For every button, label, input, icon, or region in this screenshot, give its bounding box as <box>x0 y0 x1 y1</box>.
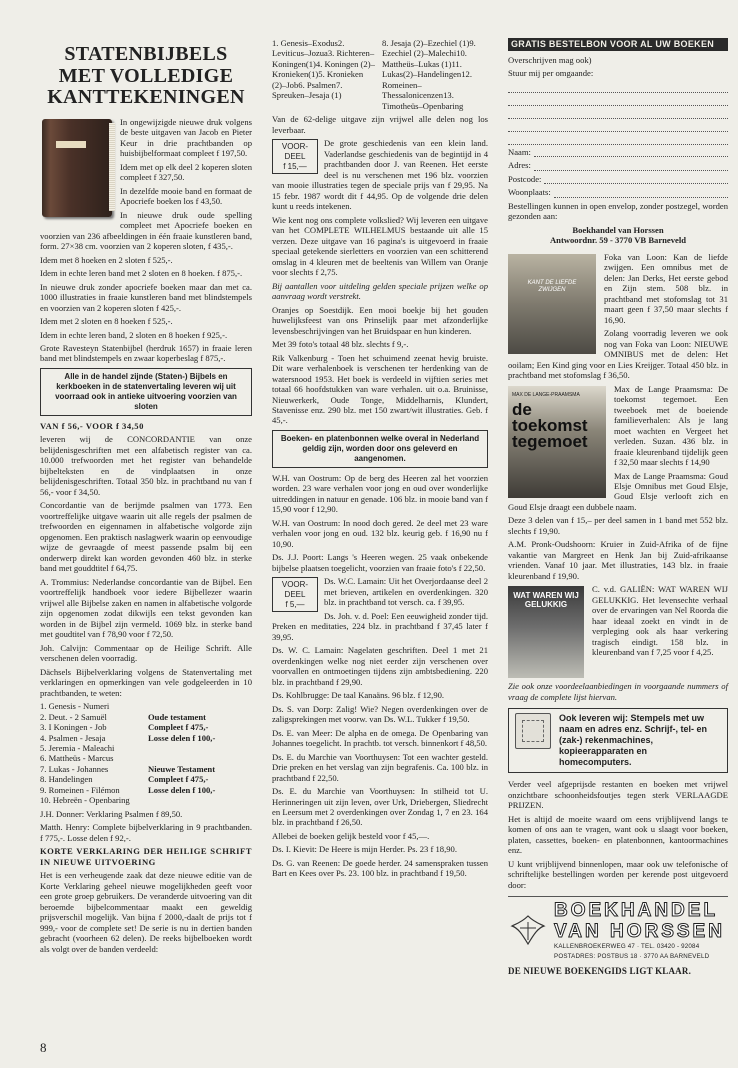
list-item: Compleet f 475,- <box>148 774 209 785</box>
intro-text-3: In dezelfde mooie band en formaat de Apocriefe boeken los f 43,50. <box>120 185 252 207</box>
dachsels-list-right <box>148 701 252 806</box>
list-item: 3. I Koningen - Job <box>40 722 107 733</box>
foka-text: Foka van Loon: Kan de liefde zwijgen. Een omnibus met de delen: Jan Derks, Het eerste gebod en Zijn stem. 508 blz. in prachtband met stofomslag tot 31 maart geen f 37,50 maar slechts f 16,90. <box>604 251 728 325</box>
korte-books-list <box>272 38 488 111</box>
list-item <box>148 753 252 763</box>
list-item: 7. Spreuken–Jesaja (1) <box>272 79 343 101</box>
order-item-line-1[interactable] <box>508 82 728 93</box>
voordeel-badge-2 <box>272 577 318 612</box>
list-item: 9. Ezechiel (2)–Malechi <box>382 38 476 59</box>
voordeel-badge-1 <box>272 139 318 174</box>
lamain-text-1: Ds. W.C. Lamain: Uit het Overjordaanse deel 2 met brieven, artikelen en overdenkingen. 320 blz. in prachtband tot versch. ca. f 39,95. <box>324 576 488 608</box>
aantallen-text: Bij aantallen voor uitdeling gelden speciale prijzen welke op aanvraag wordt verstrekt. <box>272 280 488 302</box>
oranjes-text: Oranjes op Soestdijk. Een mooi boekje bij het gouden huwelijksfeest van ons Prinselijk paar met afzonderlijke levensbeschrijvingen van het Bruidspaar en hun kinderen. <box>272 304 488 336</box>
list-item: 5. Kronieken (2)–Job <box>272 69 364 90</box>
page-title: STATENBIJBELS MET VOLLEDIGE KANTTEKENINGEN <box>47 43 245 109</box>
stamp-ad-box <box>508 708 728 773</box>
kohlbrugge-text: Ds. Kohlbrugge: De taal Kanaäns. 96 blz. f 12,90. <box>272 690 445 701</box>
stamp-icon <box>515 713 551 749</box>
store-logo <box>508 896 728 960</box>
list-item: 8. Handelingen <box>40 774 93 785</box>
list-item: 12. Romeinen–Thessalonicenzen <box>382 69 472 101</box>
naam-label: Naam: <box>508 146 531 157</box>
dachsels-list-left <box>40 701 144 806</box>
store-address-2: POSTADRES: POSTBUS 18 · 3770 AA BARNEVELD <box>554 952 710 960</box>
list-item: 1. Genesis - Numeri <box>40 701 110 712</box>
wilhelmus-text: Wie kent nog ons complete volkslied? Wij leveren een uitgave van het COMPLETE WILHELMUS bestaande uit alle 15 verzen. Deze uitgave van 16 pagina's is uitgevoerd in fraaie speciaal getekende sierletters en voorzien van een schitterend omslag in 4 kleuren met de beeltenis van Willem van Oranje voor slechts f 2,75. <box>272 214 488 278</box>
van62-text: Van de 62-delige uitgave zijn vrijwel alle delen nog los leverbaar. <box>272 114 488 135</box>
oostrum-text-1: W.H. van Oostrum: Op de berg des Heeren zal het voorzien worden. 23 ware verhalen voor jong en oud over wonderlijke uitreddingen in natuur en genade. 106 blz. in mooie band van f 15,90 voor f 12,90. <box>272 472 488 515</box>
list-item <box>463 101 465 111</box>
voordeel-badge-1-line3: f 15,— <box>283 161 307 171</box>
kunt-text: U kunt vrijblijvend binnenlopen, maar ook uw telefonische of schriftelijke bestellingen worden per kerende post uitgevoerd door: <box>508 858 728 890</box>
order-item-line-4[interactable] <box>508 121 728 132</box>
page-number: 8 <box>40 1040 47 1055</box>
adres-line[interactable] <box>534 161 728 171</box>
concordantie-text: leveren wij de CONCORDANTIE van onze belijdenisgeschriften met een alfabetisch register van ca. 10.000 trefwoorden met het register van behandelde bijbelteksten en de vindplaatsen in onze belijdenisgeschriften. Totaal 350 blz. in prachtband nu van f 56,- voor f 34,50. <box>40 434 252 497</box>
store-logo-line2: VAN HORSSEN <box>554 921 725 942</box>
toekomst-cover-image <box>508 386 606 498</box>
list-item: 2. Deut. - 2 Samuël <box>40 711 107 722</box>
list-item: 4. Koningen (2)–Kronieken(1) <box>272 58 375 80</box>
list-item <box>148 701 252 711</box>
column-right <box>508 38 728 977</box>
stamp-ad-text: Ook leveren wij: Stempels met uw naam en adres enz. Schrijf-, tel- en (zak-) rekenmachines, kopieerapparaten en homecomputers. <box>559 713 708 768</box>
vandorp-text: Ds. S. van Dorp: Zalig! Wie? Negen overdenkingen over de zaligsprekingen met voorw. van Ds. W.L. Tukker f 19,50. <box>272 703 488 725</box>
store-logo-line1: BOEKHANDEL <box>554 900 719 921</box>
bibles-notice-box: Alle in de handel zijnde (Staten-) Bijbels en kerkboeken in de statenvertaling leveren wij uit voorraad ook in antieke uitvoering voorzien van sloten <box>40 368 252 416</box>
max-text-2: Max de Lange Praamsma: Goud Elsje Omnibus met Goud Elsje, Goud Elsje verlooft zich en Goud Elsje draagt een dubbele naam. <box>508 470 728 512</box>
poel-text: Ds. Joh. v. d. Poel: Een eeuwigheid zonder tijd. Preken en meditaties, 224 blz. in prachtband f 37,45 later f 39,95. <box>272 610 488 642</box>
korte-heading: KORTE VERKLARING DER HEILIGE SCHRIFT IN NIEUWE UITVOERING <box>40 846 252 867</box>
order-item-line-3[interactable] <box>508 108 728 119</box>
marchie-text-1: Ds. E. du Marchie van Voorthuysen: Tot een wachter gesteld. Drie preken en het verslag van zijn begrafenis. Ca. 100 blz. in prachtband f 22,50. <box>272 751 488 783</box>
list-item: 13. Timotheüs–Openbaring <box>382 90 464 111</box>
allebei-text: Allebei de boeken gelijk besteld voor f 45,—. <box>272 830 430 841</box>
dachsels-list <box>40 701 252 806</box>
korte-text: Het is een verheugende zaak dat deze nieuwe editie van de Korte Verklaring geheel nieuwe mogelijkheden geeft voor een grote groep gebruikers. De veranderde uitvoering van dit beroemde bijbelcommentaar maakt een geweldig prijsverschil mogelijk. Van bijna f 2000,-daalt de prijs tot f 999,- voor de complete set! De serie is nu in dertien banden gebracht (voorheen 62 delen). De reeks bijbelboeken wordt als volgt over de banden verdeeld: <box>40 870 252 954</box>
naam-field[interactable] <box>508 147 728 157</box>
marchie-text-2: Ds. E. du Marchie van Voorthuysen: In stilheid tot U. Herinneringen uit zijn leven, over Urk, Driebergen, Sliedrecht en Leersum met 2 overdenkingen over Zondag 1, 7 en 23. 164 blz. in prachtband f 26,50. <box>272 786 488 828</box>
lamain-text-2: Ds. W. C. Lamain: Nagelaten geschriften. Deel 1 met 21 overdenkingen welke nog niet eerder zijn verschenen over voorvallen en ontmoetingen tijdens zijn ambtsbediening. 220 blz. in prachtband f 29,90. <box>272 645 488 687</box>
address-line-1: Boekhandel van Horssen <box>572 224 664 235</box>
order-item-line-5[interactable] <box>508 134 728 145</box>
list-item: 2. Leviticus–Jozua <box>272 38 345 59</box>
toekomst-cover-title: de toekomst tegemoet <box>512 399 588 451</box>
postcode-label: Postcode: <box>508 173 542 184</box>
intro-text-2: Idem met op elk deel 2 koperen sloten compleet f 327,50. <box>120 161 252 183</box>
zolang-text: Zolang voorradig leveren we ook nog van Foka van Loon: NIEUWE OMNIBUS met de delen: Het ooilam; Een Kind ging voor en Lies Kreijger. Totaal 450 blz. in prachtband met stofomslag f 36,50. <box>508 328 728 381</box>
list-item: 8. Jesaja (2)–Ezechiel (1) <box>382 38 470 48</box>
calvijn-text: Joh. Calvijn: Commentaar op de Heilige Schrift. Alle verschenen delen voorradig. <box>40 642 252 664</box>
oranjes-text-2: Met 39 foto's totaal 48 blz. slechts f 9,-. <box>272 339 409 350</box>
idem-3: Idem met 2 sloten en 8 hoeken f 525,-. <box>40 316 173 327</box>
column-left <box>40 38 252 957</box>
idem-2: Idem in echte leren band met 2 sloten en 8 hoeken. f 875,-. <box>40 268 243 279</box>
voordeel-badge-2-line2: DEEL <box>284 589 306 599</box>
bible-book-image <box>42 119 112 217</box>
pronk-text: A.M. Pronk-Oudshoorn: Kruier in Zuid-Afrika of de fijne vakantie van Margreet en Henk Jan bij Zuid-afrikaanse vrienden. Vanaf 10 jaar. Met illustraties, 143 blz. in fraaie kleurenband f 19,90. <box>508 539 728 581</box>
order-line-1: Overschrijven mag ook) <box>508 54 592 65</box>
list-item: 6. Psalmen <box>298 79 336 90</box>
order-form-heading: GRATIS BESTELBON VOOR AL UW BOEKEN <box>508 38 728 51</box>
list-item: Nieuwe Testament <box>148 763 216 774</box>
trommius-text: A. Trommius: Nederlandse concordantie van de Bijbel. Een voortreffelijk handboek voor iedere Bijbellezer waarin vrijwel alle Bijbelse zaken en namen in alfabetische volgorde zijn opgenomen zodat dikwijls een tekst gevonden kan worden in de Bijbel zijn vermeld. 1069 blz. in sterke band met goudtitel van f 78,90 voor f 72,50. <box>40 576 252 640</box>
voordeel-badge-1-line2: DEEL <box>284 151 306 161</box>
zie-text: Zie ook onze voordeelaanbiedingen in voorgaande nummers of vraag de complete lijst hiervan. <box>508 681 728 702</box>
voordeel-badge-1-line1: VOOR- <box>281 142 309 152</box>
idem-1: Idem met 8 hoeken en 2 sloten f 525,-. <box>40 254 173 265</box>
list-item: Compleet f 475,- <box>148 722 209 733</box>
naam-line[interactable] <box>534 147 728 157</box>
oostrum-text-2: W.H. van Oostrum: In nood doch gered. 2e deel met 23 ware verhalen voor jong en oud. 132 blz. keurig geb. f 16,90 nu f 10,90. <box>272 517 488 549</box>
foka-cover-image <box>508 254 596 354</box>
galien-cover-image <box>508 586 584 678</box>
valkenburg-text: Rik Valkenburg - Toen het schuimend zeenat hevig bruiste. Dit ware verhalenboek is verschenen ter herdenking van de watersnood 1953. Het boek is verdeeld in vijftien series met totaal 66 hoofdstukken van ware verhalen. uit o.a. Bruinisse, Nieuwerkerk, Oude Tonge, Middelharnis, Klundert, Stavenisse enz. 290 blz. met 150 zwart/wit illustraties. Geb. f 45,-. <box>272 352 488 426</box>
woonplaats-label: Woonplaats: <box>508 187 551 198</box>
verder-text: Verder veel afgeprijsde restanten en boeken met vrijwel onzichtbare schoonheidsfoutjes tegen sterk VERLAAGDE PRIJZEN. <box>508 779 728 811</box>
order-line-2: Stuur mij per omgaande: <box>508 68 594 79</box>
list-item: 5. Jeremia - Maleachi <box>40 743 115 753</box>
list-item: 7. Lukas - Johannes <box>40 763 109 774</box>
bonnen-notice-box: Boeken- en platenbonnen welke overal in Nederland geldig zijn, worden door ons geleverd en aangenomen. <box>272 430 488 468</box>
galien-cover-title: WAT WAREN WIJ GELUKKIG <box>513 591 579 609</box>
store-emblem-icon <box>508 914 548 948</box>
intro-text-4: In nieuwe druk oude spelling compleet met Apocriefe boeken en voorzien van 236 afbeeldingen in één fraaie kunstleren band, form. 27×38 cm. voorzien van 2 koperen sloten, f 435,-. <box>40 209 252 252</box>
ravesteyn-text: Grote Ravesteyn Statenbijbel (herdruk 1657) in fraaie leren band met blindstempels en zwaar koperbeslag f 875,-. <box>40 342 252 364</box>
list-item: 10. Hebreën - Openbaring <box>40 795 130 806</box>
price-head: VAN f 56,- VOOR f 34,50 <box>40 420 144 431</box>
bookguide-footer: DE NIEUWE BOEKENGIDS LIGT KLAAR. <box>508 966 692 977</box>
order-item-line-2[interactable] <box>508 95 728 106</box>
list-item: 11. Lukas(2)–Handelingen <box>382 58 462 80</box>
woonplaats-field[interactable] <box>508 187 728 197</box>
bestel-instructions: Bestellingen kunnen in open envelop, zonder postzegel, worden gezonden aan: <box>508 200 728 222</box>
poort-text: Ds. J.J. Poort: Langs 's Heeren wegen. 25 vaak onbekende bijbelse plaatsen toegelicht, voorzien van fraaie foto's f 22,50. <box>272 552 488 573</box>
column-middle <box>272 38 488 882</box>
voordeel-badge-2-line3: f 5,— <box>285 599 305 609</box>
store-address-1: KALLENBROEKERWEG 47 · TEL. 03420 - 92084 <box>554 943 700 950</box>
list-item: 1. Genesis–Exodus <box>272 38 338 48</box>
list-item: 6. Mattheüs - Marcus <box>40 753 114 764</box>
geschiedenis-text: De grote geschiedenis van een klein land. Vaderlandse geschiedenis van de begintijd in 4 prachtbanden door J. van Reenen. Het eerste deel is nu verschenen met 196 blz. voorzien van mooie illustraties tegen de speciale prijs van f 29,95. Na 15 febr. 1987 wordt dit f 44,95. Op de volgende drie delen kunt u reeds intekenen. <box>272 138 488 212</box>
donner-text: J.H. Donner: Verklaring Psalmen f 89,50. <box>40 808 183 819</box>
book-label <box>56 141 86 148</box>
galien-text: C. v.d. GALIËN: WAT WAREN WIJ GELUKKIG. Het levensechte verhaal over de ervaringen van Nel Roorda die haar ideaal zoekt en vindt in de verpleging ook als haar verkering tragisch eindigt. 158 blz. in kleurenband van f 7,25 voor f 4,25. <box>592 584 728 658</box>
henry-text: Matth. Henry: Complete bijbelverklaring in 9 prachtbanden. f 775,-. Losse delen f 92,-. <box>40 822 252 843</box>
toekomst-cover-author: MAX DE LANGE-PRAAMSMA <box>512 391 580 398</box>
list-item <box>148 743 252 753</box>
altijd-text: Het is altijd de moeite waard om eens vrijblijvend langs te komen of ons aan te vragen, want ook u slaagt voor boeken, platen, cassettes, boeken- en platenbonnen, kantoormachines enz. <box>508 813 728 856</box>
list-item: Losse delen f 100,- <box>148 732 216 743</box>
psalmen-text: Concordantie van de berijmde psalmen van 1773. Een voortreffelijke uitgave waarin uit alle regels der psalmen de trefwoorden en eigennamen in alfabetische volgorde zijn opgenomen. Een praktisch naslagwerk waarin op eenvoudige wijze de gevraagde of meest passende psalm bij een onderwerp direkt kan worden gevonden 460 blz. in sterke band met gouddtitel f 64,75. <box>40 500 252 574</box>
list-item <box>148 795 252 805</box>
nieuwe-druk: In nieuwe druk zonder apocriefe boeken maar dan met ca. 1000 illustraties in fraaie kunstleren band met blindstempels en voorzien van 2 koperen sloten f 425,-. <box>40 281 252 313</box>
book-pages <box>109 123 115 211</box>
korte-books-right <box>382 38 488 111</box>
foka-cover-title: KANT DE LIEFDE ZWIJGEN <box>527 279 577 294</box>
kievit-text: Ds. I. Kievit: De Heere is mijn Herder. Ps. 23 f 18,90. <box>272 844 457 855</box>
postcode-line[interactable] <box>544 174 728 184</box>
list-item: Oude testament <box>148 711 206 722</box>
deze3-text: Deze 3 delen van f 15,– per deel samen in 1 band met 552 blz. slechts f 19,90. <box>508 515 728 536</box>
vanmeer-text: Ds. E. van Meer: De alpha en de omega. De Openbaring van Johannes toegelicht. In prachtb. tot versch. binnenkort f 48,50. <box>272 727 488 749</box>
vanreenen-text: Ds. G. van Reenen: De goede herder. 24 samenspraken tussen Bart en Kees over Ps. 23. 100 blz. in prachtband f 19,50. <box>272 857 488 879</box>
list-item: 9. Romeinen - Filémon <box>40 784 120 795</box>
adres-field[interactable] <box>508 160 728 170</box>
dachsels-text: Dächsels Bijbelverklaring volgens de Statenvertaling met verklaringen en opmerkingen van vele godgeleerden in 10 prachtbanden, te weten: <box>40 666 252 698</box>
postcode-field[interactable] <box>508 174 728 184</box>
list-item: Losse delen f 100,- <box>148 784 216 795</box>
address-line-2: Antwoordnr. 59 - 3770 VB Barneveld <box>549 235 687 246</box>
list-item: 3. Richteren–Koningen(1) <box>272 48 375 69</box>
max-text-1: Max de Lange Praamsma: De toekomst tegemoet. Een tweeboek met de boeiende familieverhalen: Als je lang moet wachten en Vergeet het verleden. Suzan. 436 blz. in fraaie kleurenband tijdelijk geen f 32,50 maar slechts f 14,90 <box>614 383 728 468</box>
list-item: 10. Mattheüs–Lukas (1) <box>382 48 467 69</box>
korte-books-left <box>272 38 378 111</box>
adres-label: Adres: <box>508 160 531 171</box>
voordeel-badge-2-line1: VOOR- <box>281 580 309 590</box>
intro-text-1: In ongewijzigde nieuwe druk volgens de beste uitgaven van Jacob en Pieter Keur in drie prachtbanden op huisbijbelformaat compleet f 197,50. <box>120 116 252 159</box>
woonplaats-line[interactable] <box>554 188 728 198</box>
store-logo-words <box>554 901 728 960</box>
idem-4: Idem in echte leren band, 2 sloten en 8 hoeken f 925,-. <box>40 329 228 340</box>
list-item: 4. Psalmen - Jesaja <box>40 732 106 743</box>
